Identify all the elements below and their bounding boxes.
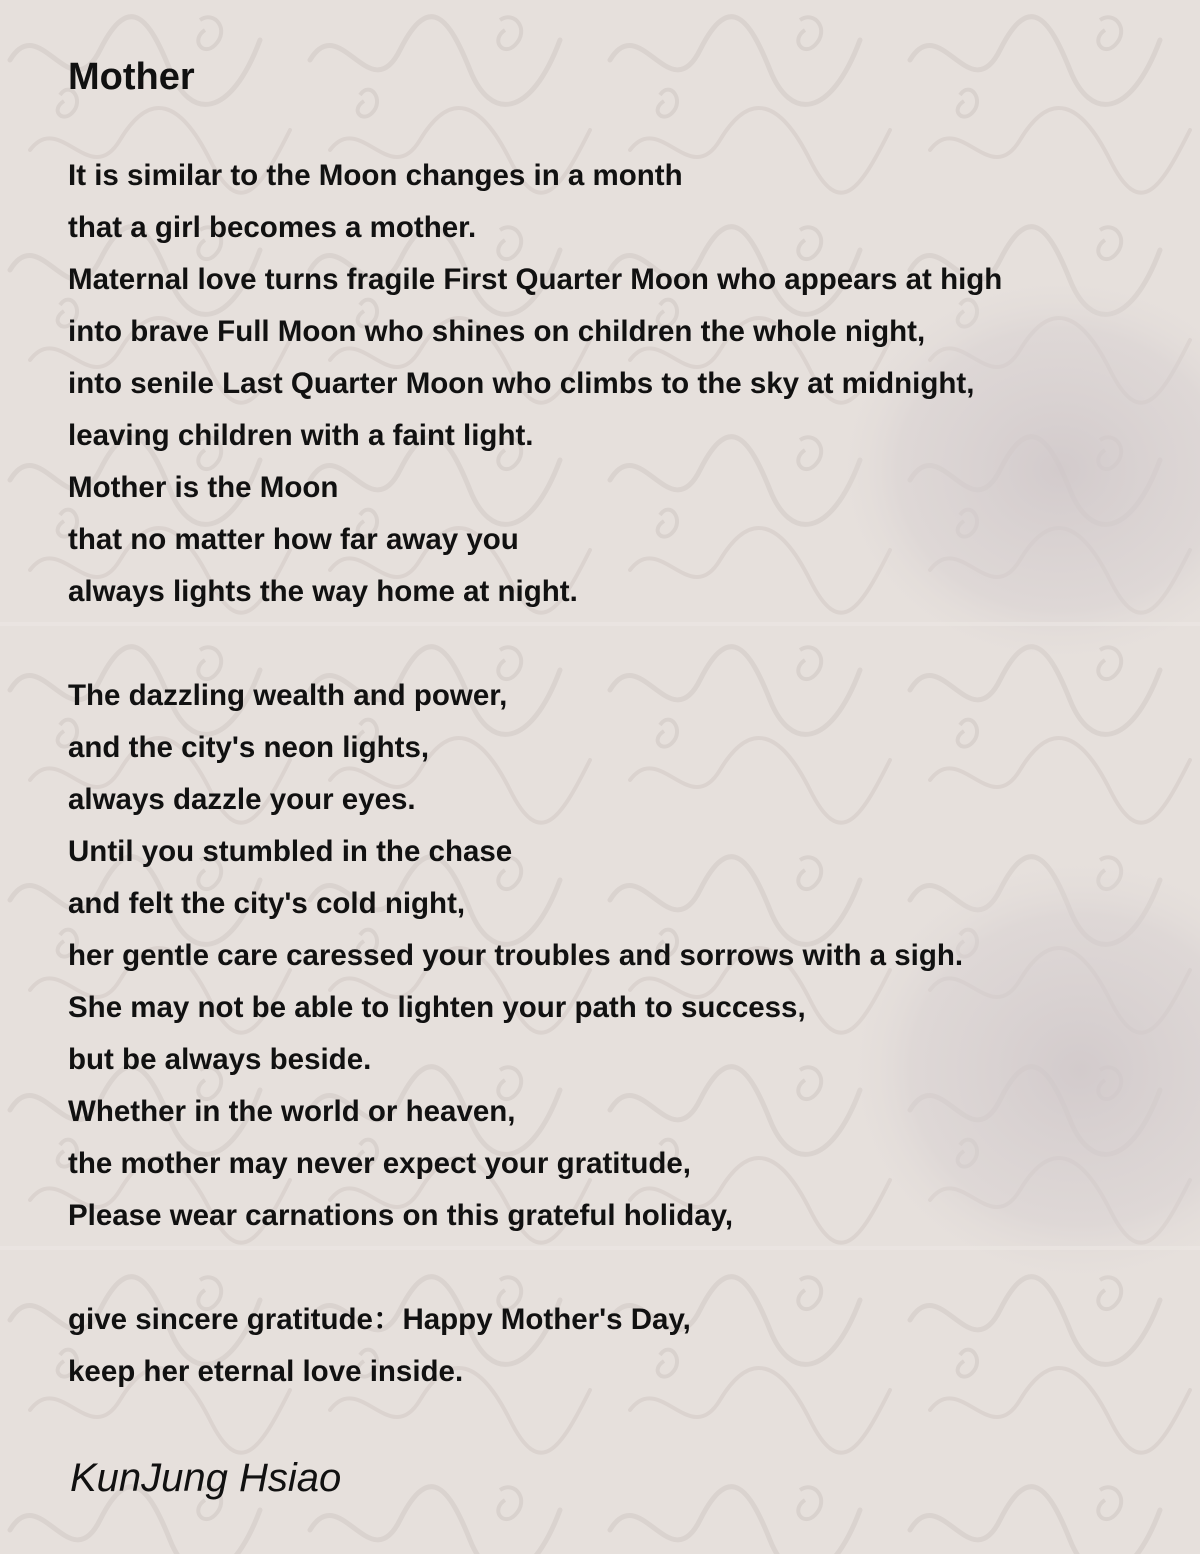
- poem-line: and the city's neon lights,: [68, 731, 430, 764]
- poem-line: It is similar to the Moon changes in a month: [68, 159, 683, 192]
- poem-author: KunJung Hsiao: [70, 1456, 342, 1500]
- poem-line: keep her eternal love inside.: [68, 1355, 464, 1388]
- poem-line: and felt the city's cold night,: [68, 887, 466, 920]
- poem-line: that a girl becomes a mother.: [68, 211, 477, 244]
- poem-line: Maternal love turns fragile First Quarter Moon who appears at high: [68, 263, 1003, 296]
- stanza-3: [68, 1294, 691, 1398]
- poem-line: Until you stumbled in the chase: [68, 835, 513, 868]
- poem-line: into senile Last Quarter Moon who climbs to the sky at midnight,: [68, 367, 975, 400]
- poem-line: that no matter how far away you: [68, 523, 519, 556]
- stanza-1: [68, 150, 1002, 618]
- poem-line: Whether in the world or heaven,: [68, 1095, 516, 1128]
- poem-line: The dazzling wealth and power,: [68, 679, 508, 712]
- poem-line: always lights the way home at night.: [68, 575, 578, 608]
- poem-line: Mother is the Moon: [68, 471, 339, 504]
- poem-line: leaving children with a faint light.: [68, 419, 534, 452]
- poem-line: Please wear carnations on this grateful holiday,: [68, 1199, 734, 1232]
- poem-line: into brave Full Moon who shines on children the whole night,: [68, 315, 926, 348]
- poem-line: always dazzle your eyes.: [68, 783, 416, 816]
- poem-title: Mother: [68, 56, 195, 98]
- poem-line: give sincere gratitude：Happy Mother's Day,: [68, 1303, 691, 1336]
- poem-line: but be always beside.: [68, 1043, 372, 1076]
- poem-line: her gentle care caressed your troubles and sorrows with a sigh.: [68, 939, 964, 972]
- stanza-2: [68, 670, 963, 1242]
- poem-line: She may not be able to lighten your path to success,: [68, 991, 806, 1024]
- poem-line: the mother may never expect your gratitude,: [68, 1147, 691, 1180]
